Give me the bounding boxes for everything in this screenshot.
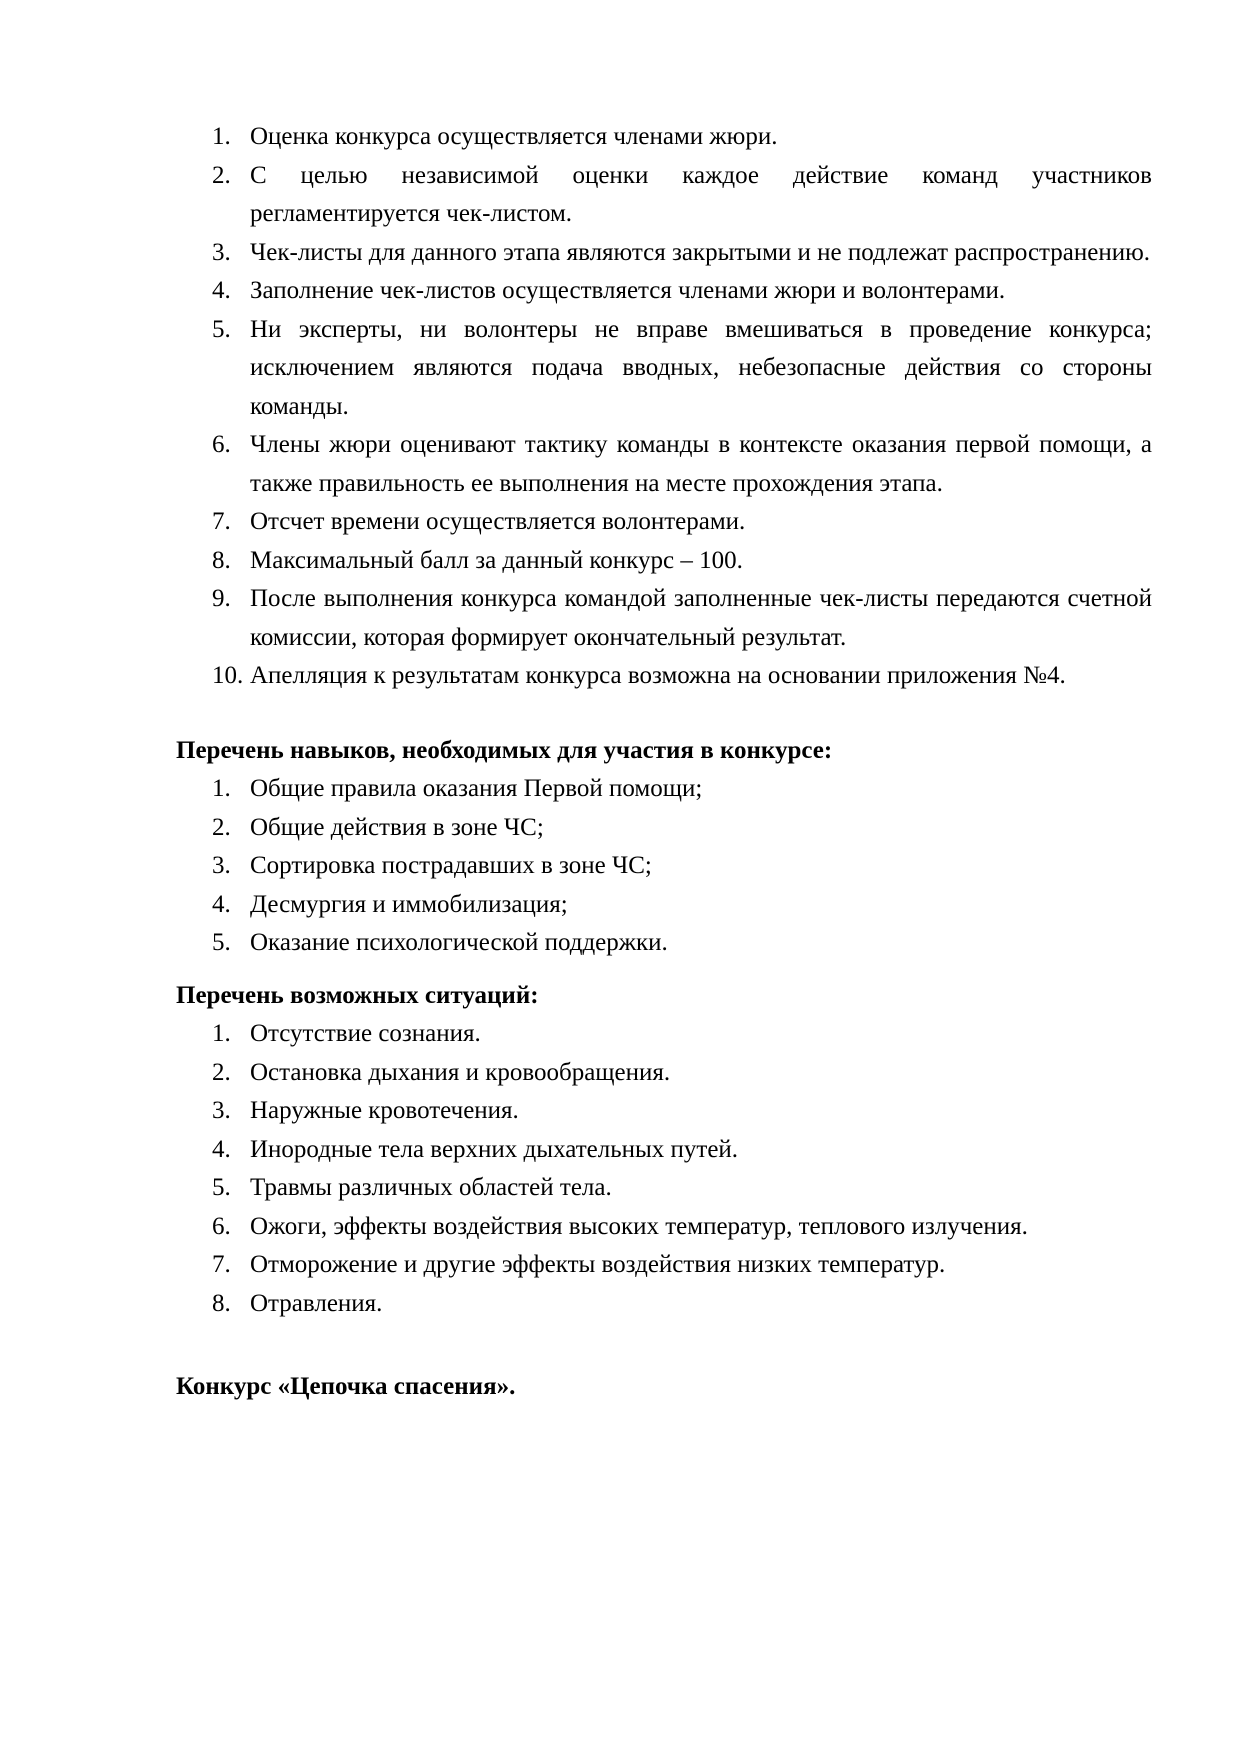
item-text: Общие действия в зоне ЧС; xyxy=(250,813,544,841)
list-item xyxy=(176,770,1152,809)
list-item xyxy=(176,886,1152,925)
item-text: Оценка конкурса осуществляется членами жюри. xyxy=(250,123,778,150)
item-number: 5. xyxy=(212,315,231,343)
item-text: Отморожение и другие эффекты воздействия низких температур. xyxy=(250,1251,946,1278)
list-item xyxy=(176,847,1152,886)
list-item xyxy=(176,580,1152,657)
item-text: Сортировка пострадавших в зоне ЧС; xyxy=(250,852,652,879)
list-item xyxy=(176,1208,1152,1247)
list-item xyxy=(176,1246,1152,1285)
list-item xyxy=(176,118,1152,157)
list-item xyxy=(176,1169,1152,1208)
item-number: 9. xyxy=(212,585,231,612)
item-text: Отравления. xyxy=(250,1289,383,1317)
item-text: Максимальный балл за данный конкурс – 100. xyxy=(250,546,743,574)
item-number: 6. xyxy=(212,1212,231,1240)
item-number: 8. xyxy=(212,546,231,574)
item-number: 2. xyxy=(212,1058,231,1086)
list-item xyxy=(176,503,1152,542)
item-text: Ожоги, эффекты воздействия высоких температур, теплового излучения. xyxy=(250,1212,1028,1240)
item-text: Члены жюри оценивают тактику команды в контексте оказания первой помощи, а также правильность ее выполнения на месте прохождения этапа. xyxy=(250,431,1152,497)
item-text: После выполнения конкурса командой заполненные чек-листы передаются счетной комиссии, которая формирует окончательный результат. xyxy=(250,585,1152,651)
item-text: Инородные тела верхних дыхательных путей. xyxy=(250,1135,739,1163)
item-text: Общие правила оказания Первой помощи; xyxy=(250,775,703,802)
item-text: Отсутствие сознания. xyxy=(250,1020,481,1047)
item-text: Чек-листы для данного этапа являются закрытыми и не подлежат распространению. xyxy=(250,238,1151,266)
skills-list xyxy=(176,770,1152,963)
item-number: 3. xyxy=(212,238,231,266)
list-item xyxy=(176,657,1152,696)
item-number: 4. xyxy=(212,890,231,918)
page-content xyxy=(176,118,1152,1407)
item-text: Остановка дыхания и кровообращения. xyxy=(250,1058,671,1086)
item-text: Травмы различных областей тела. xyxy=(250,1174,612,1201)
item-number: 3. xyxy=(212,1097,231,1124)
list-item xyxy=(176,1054,1152,1093)
item-number: 3. xyxy=(212,852,231,879)
item-number: 1. xyxy=(212,775,231,802)
item-text: Оказание психологической поддержки. xyxy=(250,929,668,956)
list-item xyxy=(176,157,1152,234)
list-item xyxy=(176,272,1152,311)
item-number: 2. xyxy=(212,161,231,189)
item-number: 2. xyxy=(212,813,231,841)
item-number: 5. xyxy=(212,929,231,956)
item-text: Апелляция к результатам конкурса возможна на основании приложения №4. xyxy=(250,662,1066,689)
situations-list xyxy=(176,1015,1152,1323)
item-number: 6. xyxy=(212,431,231,458)
list-item xyxy=(176,311,1152,427)
item-text: Наружные кровотечения. xyxy=(250,1097,519,1124)
list-item xyxy=(176,542,1152,581)
list-item xyxy=(176,809,1152,848)
list-item xyxy=(176,924,1152,963)
item-number: 7. xyxy=(212,1251,231,1278)
item-number: 4. xyxy=(212,1135,231,1163)
list-item xyxy=(176,1015,1152,1054)
item-number: 1. xyxy=(212,1020,231,1047)
item-number: 7. xyxy=(212,508,231,535)
list-item xyxy=(176,426,1152,503)
situations-heading: Перечень возможных ситуаций: xyxy=(176,981,539,1009)
section-heading: Конкурс «Цепочка спасения». xyxy=(176,1373,516,1400)
item-number: 5. xyxy=(212,1174,231,1201)
item-text: Ни эксперты, ни волонтеры не вправе вмешиваться в проведение конкурса; исключением являются подача вводных, небезопасные действия со стороны команды. xyxy=(250,315,1152,420)
list-item xyxy=(176,1131,1152,1170)
item-number: 8. xyxy=(212,1289,231,1317)
item-text: Десмургия и иммобилизация; xyxy=(250,890,568,918)
item-number: 1. xyxy=(212,123,231,150)
rules-list xyxy=(176,118,1152,696)
list-item xyxy=(176,234,1152,273)
list-item xyxy=(176,1285,1152,1324)
item-text: Заполнение чек-листов осуществляется членами жюри и волонтерами. xyxy=(250,277,1006,304)
list-item xyxy=(176,1092,1152,1131)
skills-heading: Перечень навыков, необходимых для участия в конкурсе: xyxy=(176,736,833,764)
item-text: Отсчет времени осуществляется волонтерами. xyxy=(250,508,746,535)
item-number: 10. xyxy=(212,662,244,689)
item-number: 4. xyxy=(212,277,231,304)
item-text: С целью независимой оценки каждое действие команд участников регламентируется чек-листом. xyxy=(250,161,1152,227)
